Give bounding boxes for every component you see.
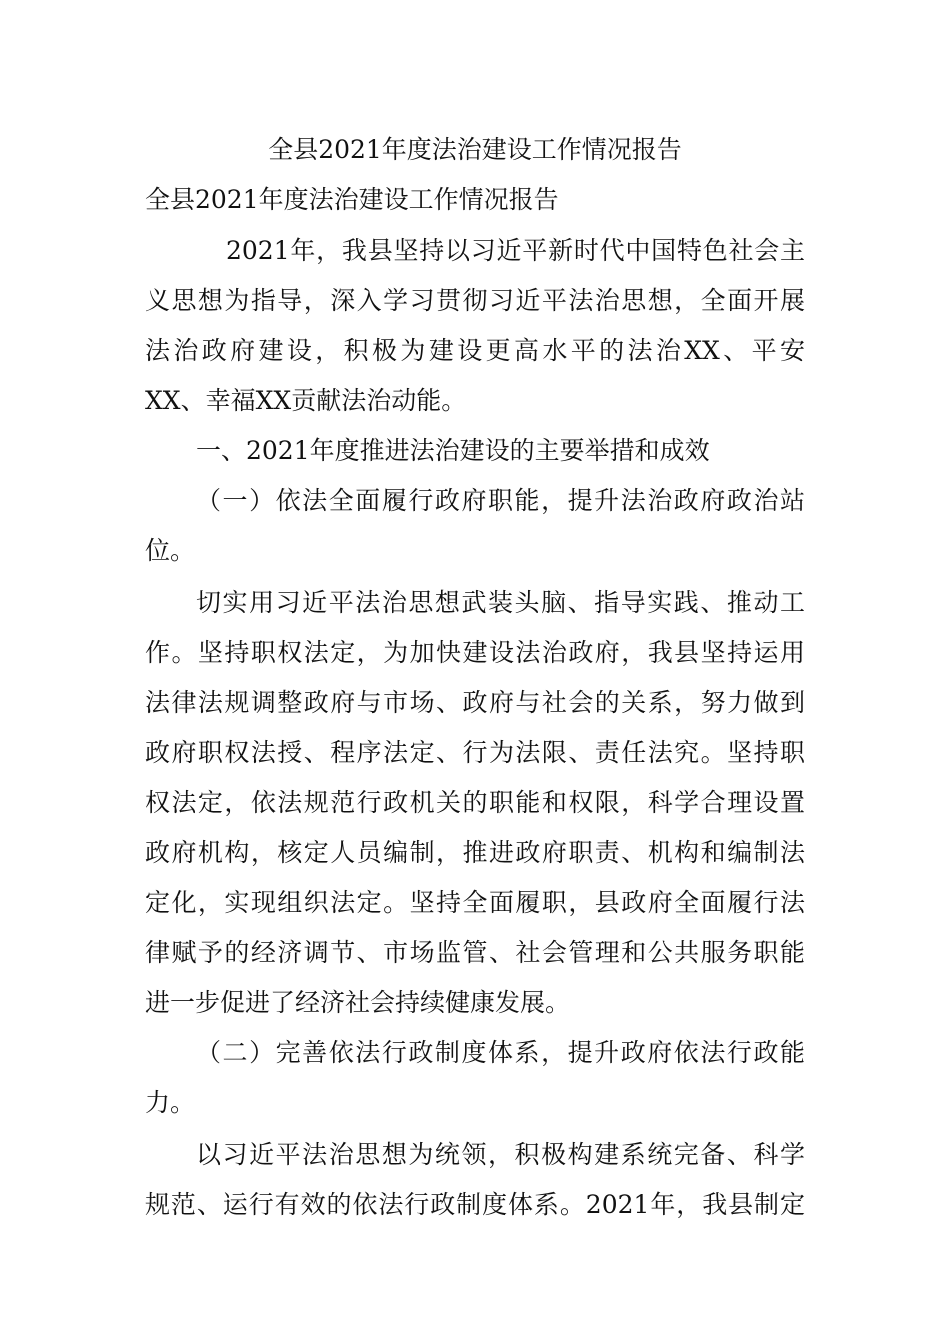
paragraph-line: 以习近平法治思想为统领，积极构建系统完备、科学 [196,1140,805,1169]
paragraph-line: 律赋予的经济调节、市场监管、社会管理和公共服务职能 [145,938,805,967]
paragraph-line: 作。坚持职权法定，为加快建设法治政府，我县坚持运用 [145,638,805,667]
paragraph-line: 政府职权法授、程序法定、行为法限、责任法究。坚持职 [145,738,805,767]
subsection-heading-continued: 力。 [145,1088,196,1117]
paragraph-line: 义思想为指导，深入学习贯彻习近平法治思想，全面开展 [145,286,805,315]
subsection-heading: （一）依法全面履行政府职能，提升法治政府政治站 [196,486,805,515]
paragraph-line: 进一步促进了经济社会持续健康发展。 [145,988,571,1017]
paragraph-line: 权法定，依法规范行政机关的职能和权限，科学合理设置 [145,788,805,817]
subsection-heading: （二）完善依法行政制度体系，提升政府依法行政能 [196,1038,805,1067]
paragraph-line: 政府机构，核定人员编制，推进政府职责、机构和编制法 [145,838,805,867]
paragraph-line: 2021年，我县坚持以习近平新时代中国特色社会主 [226,236,805,265]
paragraph-line: 切实用习近平法治思想武装头脑、指导实践、推动工 [196,588,805,617]
section-heading: 一、2021年度推进法治建设的主要举措和成效 [196,436,710,465]
paragraph-line: 法治政府建设，积极为建设更高水平的法治XX、平安 [145,336,805,365]
paragraph-line: 规范、运行有效的依法行政制度体系。2021年，我县制定 [145,1190,805,1219]
subsection-heading-continued: 位。 [145,536,196,565]
paragraph-line: 定化，实现组织法定。坚持全面履职，县政府全面履行法 [145,888,805,917]
paragraph-line: XX、幸福XX贡献法治动能。 [145,386,467,415]
document-title: 全县2021年度法治建设工作情况报告 [268,135,682,164]
paragraph-line: 法律法规调整政府与市场、政府与社会的关系，努力做到 [145,688,805,717]
document-subtitle: 全县2021年度法治建设工作情况报告 [145,185,559,214]
